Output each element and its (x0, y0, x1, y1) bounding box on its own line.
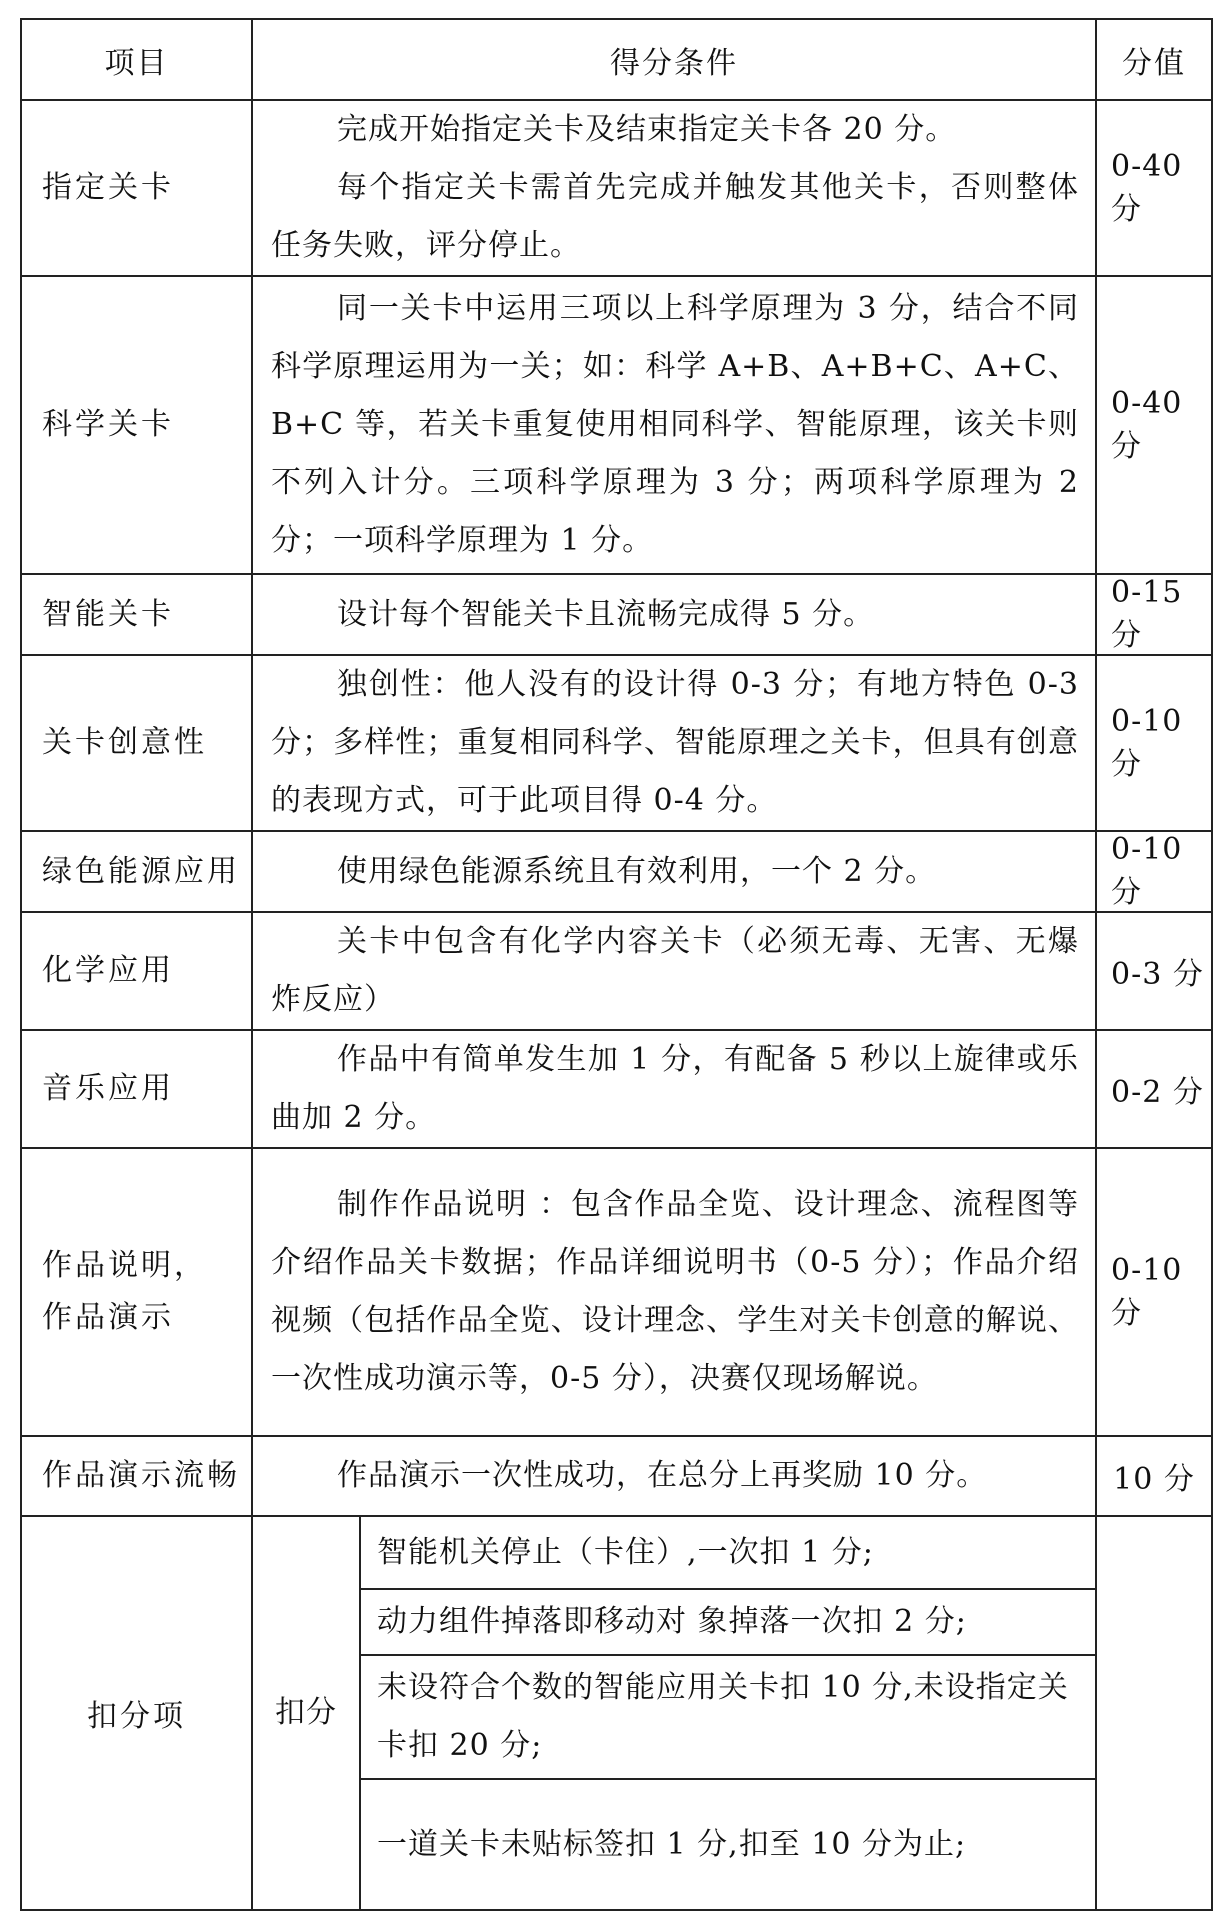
row-score: 0-40 分 (1096, 276, 1212, 574)
row-item: 指定关卡 (21, 100, 252, 276)
row-item: 音乐应用 (21, 1030, 252, 1148)
deduction-row (21, 1516, 1212, 1910)
scoring-table-page (20, 18, 1211, 1897)
row-item: 智能关卡 (21, 574, 252, 655)
deduction-entry: 智能机关停止（卡住）,一次扣 1 分; (360, 1517, 1095, 1589)
row-condition (252, 831, 1096, 912)
row-condition (252, 100, 1096, 276)
row-condition (252, 1148, 1096, 1436)
header-condition: 得分条件 (252, 19, 1096, 100)
table-row (21, 1436, 1212, 1516)
deduction-entry: 未设符合个数的智能应用关卡扣 10 分,未设指定关卡扣 20 分; (360, 1655, 1095, 1779)
deduction-item: 扣分项 (21, 1516, 252, 1910)
table-row (21, 100, 1212, 276)
row-score: 0-3 分 (1096, 912, 1212, 1030)
deduction-label: 扣分 (253, 1517, 360, 1909)
header-item: 项目 (21, 19, 252, 100)
row-item: 化学应用 (21, 912, 252, 1030)
row-condition (252, 655, 1096, 831)
condition-line: 制作作品说明 ：包含作品全览、设计理念、流程图等介绍作品关卡数据；作品详细说明书（0-5 分）；作品介绍视频（包括作品全览、设计理念、学生对关卡创意的解说、一次性成功演示等，0-5 分），决赛仅现场解说。 (271, 1187, 1079, 1396)
condition-line: 作品演示一次性成功，在总分上再奖励 10 分。 (337, 1458, 988, 1493)
row-score: 0-15 分 (1096, 574, 1212, 655)
table-header-row (21, 19, 1212, 100)
row-score: 0-2 分 (1096, 1030, 1212, 1148)
row-condition (252, 276, 1096, 574)
row-score: 10 分 (1096, 1436, 1212, 1516)
deduction-score (1096, 1516, 1212, 1910)
condition-line: 完成开始指定关卡及结束指定关卡各 20 分。 (337, 112, 957, 147)
condition-line: 作品中有简单发生加 1 分，有配备 5 秒以上旋律或乐曲加 2 分。 (271, 1042, 1079, 1135)
row-score: 0-40 分 (1096, 100, 1212, 276)
condition-line: 关卡中包含有化学内容关卡（必须无毒、无害、无爆炸反应） (271, 924, 1079, 1017)
row-condition (252, 912, 1096, 1030)
table-row (21, 574, 1212, 655)
scoring-table (20, 18, 1213, 1911)
row-condition (252, 574, 1096, 655)
condition-line: 设计每个智能关卡且流畅完成得 5 分。 (337, 596, 875, 632)
table-row (21, 276, 1212, 574)
row-item: 绿色能源应用 (21, 831, 252, 912)
deduction-entry-row (253, 1779, 1095, 1909)
row-item: 关卡创意性 (21, 655, 252, 831)
condition-line: 使用绿色能源系统且有效利用，一个 2 分。 (337, 853, 937, 889)
row-score: 0-10 分 (1096, 831, 1212, 912)
row-score: 0-10 分 (1096, 655, 1212, 831)
row-condition (252, 1436, 1096, 1516)
table-row (21, 655, 1212, 831)
table-row (21, 1148, 1212, 1436)
deduction-entry: 一道关卡未贴标签扣 1 分,扣至 10 分为止; (377, 1826, 967, 1862)
row-item: 作品说明，作品演示 (21, 1148, 252, 1436)
table-row (21, 831, 1212, 912)
condition-line: 独创性：他人没有的设计得 0-3 分；有地方特色 0-3 分；多样性；重复相同科学、智能原理之关卡，但具有创意的表现方式，可于此项目得 0-4 分。 (271, 667, 1079, 818)
deduction-entry-row (253, 1589, 1095, 1655)
row-score: 0-10 分 (1096, 1148, 1212, 1436)
table-row (21, 1030, 1212, 1148)
deduction-detail (252, 1516, 1096, 1910)
deduction-entry-row (253, 1517, 1095, 1589)
condition-line: 每个指定关卡需首先完成并触发其他关卡，否则整体任务失败，评分停止。 (271, 170, 1079, 263)
condition-line: 同一关卡中运用三项以上科学原理为 3 分，结合不同科学原理运用为一关；如：科学 A+B、A+B+C、A+C、 B+C 等，若关卡重复使用相同科学、智能原理，该关卡则不列入计分。三项科学原理为 3 分；两项科学原理为 2 分；一项科学原理为 1 分。 (271, 291, 1079, 558)
table-row (21, 912, 1212, 1030)
deduction-entry-row (253, 1655, 1095, 1779)
deduction-entry: 动力组件掉落即移动对 象掉落一次扣 2 分; (360, 1589, 1095, 1655)
header-score: 分值 (1096, 19, 1212, 100)
row-item: 科学关卡 (21, 276, 252, 574)
row-condition (252, 1030, 1096, 1148)
row-item: 作品演示流畅 (21, 1436, 252, 1516)
deduction-inner-table (253, 1517, 1095, 1909)
